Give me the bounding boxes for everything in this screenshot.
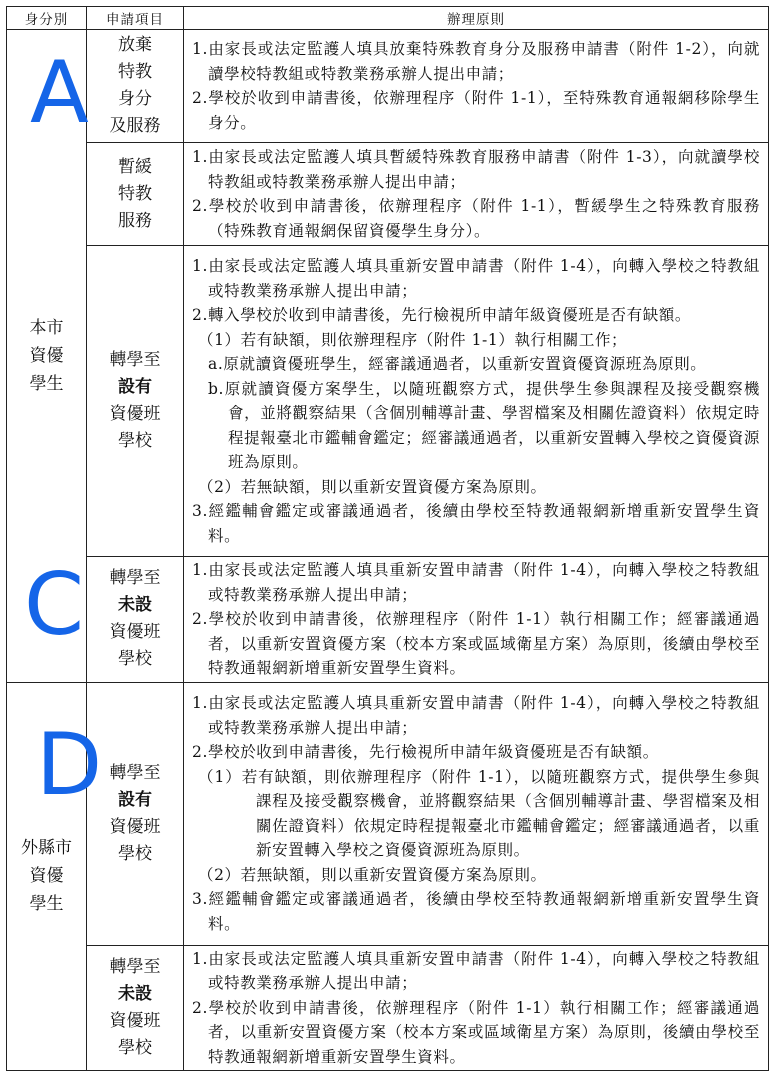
- item-waive-services: [87, 30, 184, 143]
- header-application-item: 申請項目: [87, 7, 184, 30]
- item-line: 轉學至: [109, 762, 161, 783]
- principle-paragraph: 1.由家長或法定監護人填具放棄特殊教育身分及服務申請書（附件 1-2），向就讀學校特教組或特教業務承辦人提出申請；: [192, 40, 760, 83]
- item-line: 放棄: [118, 35, 152, 55]
- item-line: 資優班: [109, 622, 161, 643]
- table-row: [7, 682, 769, 945]
- principles-cell: [184, 246, 769, 557]
- principle-paragraph: 2.學校於收到申請書後，依辦理程序（附件 1-1），至特殊教育通報網移除學生身分。: [192, 89, 760, 132]
- table-row: [7, 246, 769, 557]
- principle-subitem: （2）若無缺額，則以重新安置資優方案為原則。: [198, 477, 547, 496]
- principle-paragraph: 3.經鑑輔會鑑定或審議通過者，後續由學校至特教通報網新增重新安置學生資料。: [192, 502, 760, 545]
- principle-paragraph: 3.經鑑輔會鑑定或審議通過者，後續由學校至特教通報網新增重新安置學生資料。: [192, 890, 760, 933]
- principles-cell: [184, 682, 769, 945]
- principle-paragraph: 2.學校於收到申請書後，依辦理程序（附件 1-1）執行相關工作；經審議通過者，以重新安置資優方案（校本方案或區域衛星方案）為原則，後續由學校至特教通報網新增重新安置學生資料。: [192, 998, 760, 1066]
- item-line: 學校: [118, 431, 152, 451]
- principle-subitem: （2）若無缺額，則以重新安置資優方案為原則。: [198, 865, 547, 884]
- principle-paragraph: 1.由家長或法定監護人填具重新安置申請書（附件 1-4），向轉入學校之特教組或特教業務承辦人提出申請；: [192, 694, 760, 737]
- application-principles-table: [6, 6, 769, 1071]
- item-line: 資優班: [109, 816, 161, 837]
- category-local-students: [7, 30, 87, 683]
- principle-subitem: b.原就讀資優方案學生，以隨班觀察方式，提供學生參與課程及接受觀察機會，並將觀察結果（含個別輔導計畫、學習檔案及相關佐證資料）依規定時程提報臺北市鑑輔會鑑定；經審議通過者，以重新安置轉入學校之資優資源班為原則。: [208, 379, 760, 471]
- item-line: 及服務: [109, 116, 161, 136]
- principles-cell: [184, 557, 769, 683]
- item-transfer-without-gifted-class: [87, 557, 184, 683]
- item-line: 學校: [118, 1037, 152, 1058]
- table-row: [7, 945, 769, 1071]
- item-line: 服務: [118, 210, 152, 231]
- principle-paragraph: 1.由家長或法定監護人填具重新安置申請書（附件 1-4），向轉入學校之特教組或特教業務承辦人提出申請；: [192, 257, 760, 300]
- item-transfer-with-gifted-class: [87, 682, 184, 945]
- category-label: 本市 資優 學生: [29, 317, 64, 394]
- item-line: 特教: [118, 62, 152, 82]
- principle-paragraph: 2.學校於收到申請書後，先行檢視所申請年級資優班是否有缺額。: [192, 743, 659, 761]
- header-principles: 辦理原則: [184, 7, 769, 30]
- item-line: 暫緩: [118, 156, 152, 177]
- item-emphasis: 設有: [118, 789, 152, 810]
- principle-paragraph: 1.由家長或法定監護人填具重新安置申請書（附件 1-4），向轉入學校之特教組或特教業務承辦人提出申請；: [192, 561, 760, 604]
- item-emphasis: 未設: [118, 595, 152, 616]
- principle-paragraph: 2.轉入學校於收到申請書後，先行檢視所申請年級資優班是否有缺額。: [192, 306, 691, 324]
- table-header-row: [7, 7, 769, 30]
- principle-subitem: （1）若有缺額，則依辦理程序（附件 1-1），以隨班觀察方式，提供學生參與課程及接受觀察機會，並將觀察結果（含個別輔導計畫、學習檔案及相關佐證資料）依規定時程提報臺北市鑑輔會鑑定；經審議通過者，以重新安置轉入學校之資優資源班為原則。: [198, 767, 760, 859]
- principle-paragraph: 1.由家長或法定監護人填具暫緩特殊教育服務申請書（附件 1-3），向就讀學校特教組或特教業務承辦人提出申請；: [192, 148, 760, 191]
- category-outside-students: [7, 682, 87, 1071]
- item-line: 轉學至: [109, 956, 161, 977]
- annotation-mark-a: A: [30, 43, 89, 143]
- item-line: 學校: [118, 843, 152, 864]
- principle-subitem: （1）若有缺額，則依辦理程序（附件 1-1）執行相關工作；: [198, 330, 628, 349]
- item-line: 身分: [118, 89, 152, 109]
- header-identity: 身分別: [7, 7, 87, 30]
- item-defer-services: [87, 143, 184, 246]
- item-line: 資優班: [109, 404, 161, 424]
- principle-paragraph: 2.學校於收到申請書後，依辦理程序（附件 1-1）執行相關工作；經審議通過者，以重新安置資優方案（校本方案或區域衛星方案）為原則，後續由學校至特教通報網新增重新安置學生資料。: [192, 610, 760, 677]
- principle-paragraph: 2.學校於收到申請書後，依辦理程序（附件 1-1），暫緩學生之特殊教育服務（特殊教育通報網保留資優學生身分）。: [192, 197, 760, 240]
- annotation-mark-c: C: [24, 555, 85, 655]
- table-row: [7, 30, 769, 143]
- principle-paragraph: 1.由家長或法定監護人填具重新安置申請書（附件 1-4），向轉入學校之特教組或特教業務承辦人提出申請；: [192, 949, 760, 992]
- item-transfer-without-gifted-class: [87, 945, 184, 1071]
- item-line: 轉學至: [109, 350, 161, 370]
- item-emphasis: 未設: [118, 983, 152, 1004]
- item-line: 資優班: [109, 1010, 161, 1031]
- item-line: 轉學至: [109, 568, 161, 589]
- item-line: 學校: [118, 649, 152, 670]
- principle-subitem: a.原就讀資優班學生，經審議通過者，以重新安置資優資源班為原則。: [208, 355, 707, 373]
- annotation-mark-d: D: [36, 715, 103, 815]
- table-row: [7, 143, 769, 246]
- item-line: 特教: [118, 183, 152, 204]
- principles-cell: [184, 945, 769, 1071]
- item-transfer-with-gifted-class: [87, 246, 184, 557]
- category-label: 外縣市 資優 學生: [21, 838, 72, 915]
- principles-cell: [184, 143, 769, 246]
- principles-cell: [184, 30, 769, 143]
- table-row: [7, 557, 769, 683]
- item-emphasis: 設有: [118, 377, 152, 397]
